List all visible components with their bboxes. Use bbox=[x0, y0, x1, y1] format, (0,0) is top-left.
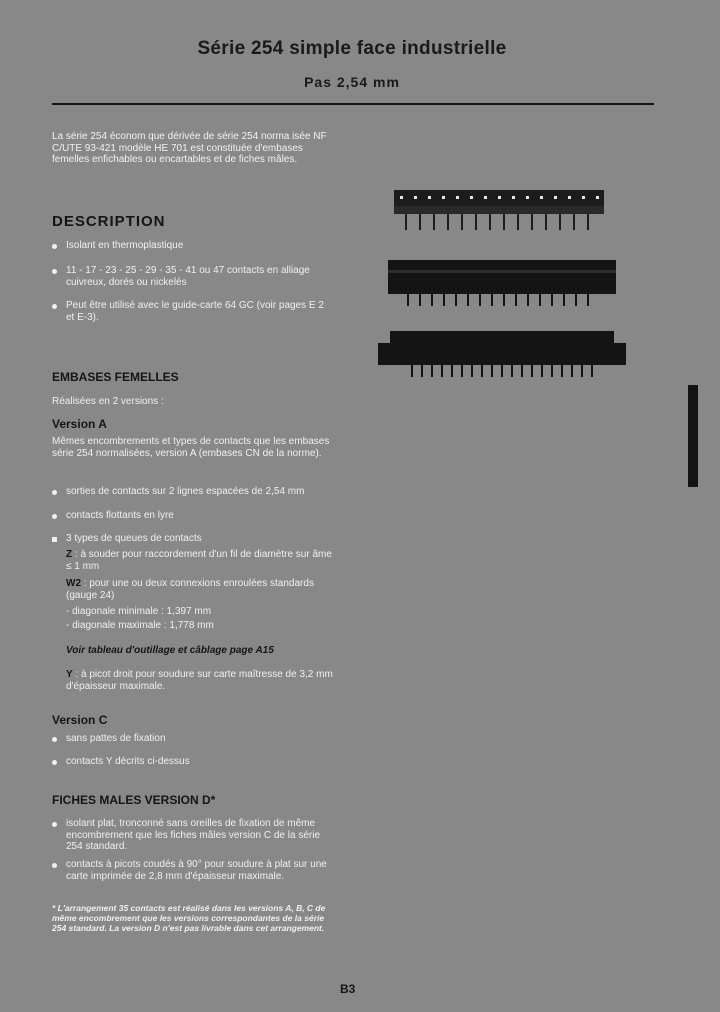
footnote: * L'arrangement 35 contacts est réalisé dans les versions A, B, C de même encombrement que les versions correspondantes de la série 254 standard. La version D n'est pas livrable dans cet arrangement. bbox=[52, 903, 326, 933]
section-tab-marker bbox=[688, 385, 698, 487]
embases-heading: EMBASES FEMELLES bbox=[52, 370, 179, 384]
page-subtitle: Pas 2,54 mm bbox=[304, 74, 400, 90]
contact-type-z: Z : à souder pour raccordement d'un fil de diamètre sur âme ≤ 1 mm bbox=[66, 549, 332, 572]
tooling-reference: Voir tableau d'outillage et câblage page A15 bbox=[66, 645, 274, 656]
version-c-bullet: contacts Y décrits ci-dessus bbox=[52, 756, 334, 768]
bullet-icon bbox=[52, 514, 57, 519]
description-bullet: Peut être utilisé avec le guide-carte 64 GC (voir pages E 2 et E-3). bbox=[52, 300, 334, 323]
embases-intro: Réalisées en 2 versions : bbox=[52, 396, 164, 407]
bullet-icon bbox=[52, 490, 57, 495]
connector-photo-middle bbox=[386, 258, 618, 308]
bullet-icon bbox=[52, 269, 57, 274]
version-c-heading: Version C bbox=[52, 713, 108, 727]
version-a-heading: Version A bbox=[52, 417, 107, 431]
description-heading: DESCRIPTION bbox=[52, 213, 166, 230]
version-a-bullet: sorties de contacts sur 2 lignes espacées de 2,54 mm bbox=[52, 486, 334, 498]
contact-type-y: Y : à picot droit pour soudure sur carte maîtresse de 3,2 mm d'épaisseur maximale. bbox=[66, 669, 333, 692]
bullet-icon bbox=[52, 863, 57, 868]
description-bullet: 11 - 17 - 23 - 25 - 29 - 35 - 41 ou 47 contacts en alliage cuivreux, dorés ou nickelés bbox=[52, 265, 334, 288]
version-a-bullet: contacts flottants en lyre bbox=[52, 510, 334, 522]
diagonal-min: - diagonale minimale : 1,397 mm bbox=[66, 606, 212, 617]
bullet-icon bbox=[52, 737, 57, 742]
version-a-bullet: 3 types de queues de contacts bbox=[52, 533, 334, 545]
version-c-bullet: sans pattes de fixation bbox=[52, 733, 334, 745]
bullet-icon bbox=[52, 304, 57, 309]
intro-paragraph: La série 254 économ que dérivée de série 254 norma isée NF C/UTE 93-421 modèle HE 701 est constituée d'embases femelles enfichables ou encartables et de fiches mâles. bbox=[52, 131, 327, 165]
fiches-bullet: contacts à picots coudés à 90° pour soudure à plat sur une carte imprimée de 2,8 mm d'épaisseur maximale. bbox=[52, 859, 334, 882]
fiches-bullet: isolant plat, tronconné sans oreilles de fixation de même encombrement que les fiches mâles version C de la série 254 standard. bbox=[52, 818, 334, 853]
bullet-icon bbox=[52, 244, 57, 249]
bullet-icon bbox=[52, 760, 57, 765]
header-rule bbox=[52, 103, 654, 105]
page-number: B3 bbox=[340, 982, 356, 996]
connector-photo-bottom bbox=[376, 329, 628, 379]
page-title: Série 254 simple face industrielle bbox=[197, 38, 507, 59]
description-bullet: Isolant en thermoplastique bbox=[52, 240, 334, 252]
connector-photo-top bbox=[392, 188, 608, 234]
diagonal-max: - diagonale maximale : 1,778 mm bbox=[66, 620, 214, 631]
fiches-heading: FICHES MALES VERSION D* bbox=[52, 793, 216, 807]
square-bullet-icon bbox=[52, 537, 57, 542]
version-a-text: Mêmes encombrements et types de contacts que les embases série 254 normalisées, version A (embases CN de la norme). bbox=[52, 436, 330, 459]
contact-type-w2: W2 : pour une ou deux connexions enroulées standards (gauge 24) bbox=[66, 578, 314, 601]
bullet-icon bbox=[52, 822, 57, 827]
